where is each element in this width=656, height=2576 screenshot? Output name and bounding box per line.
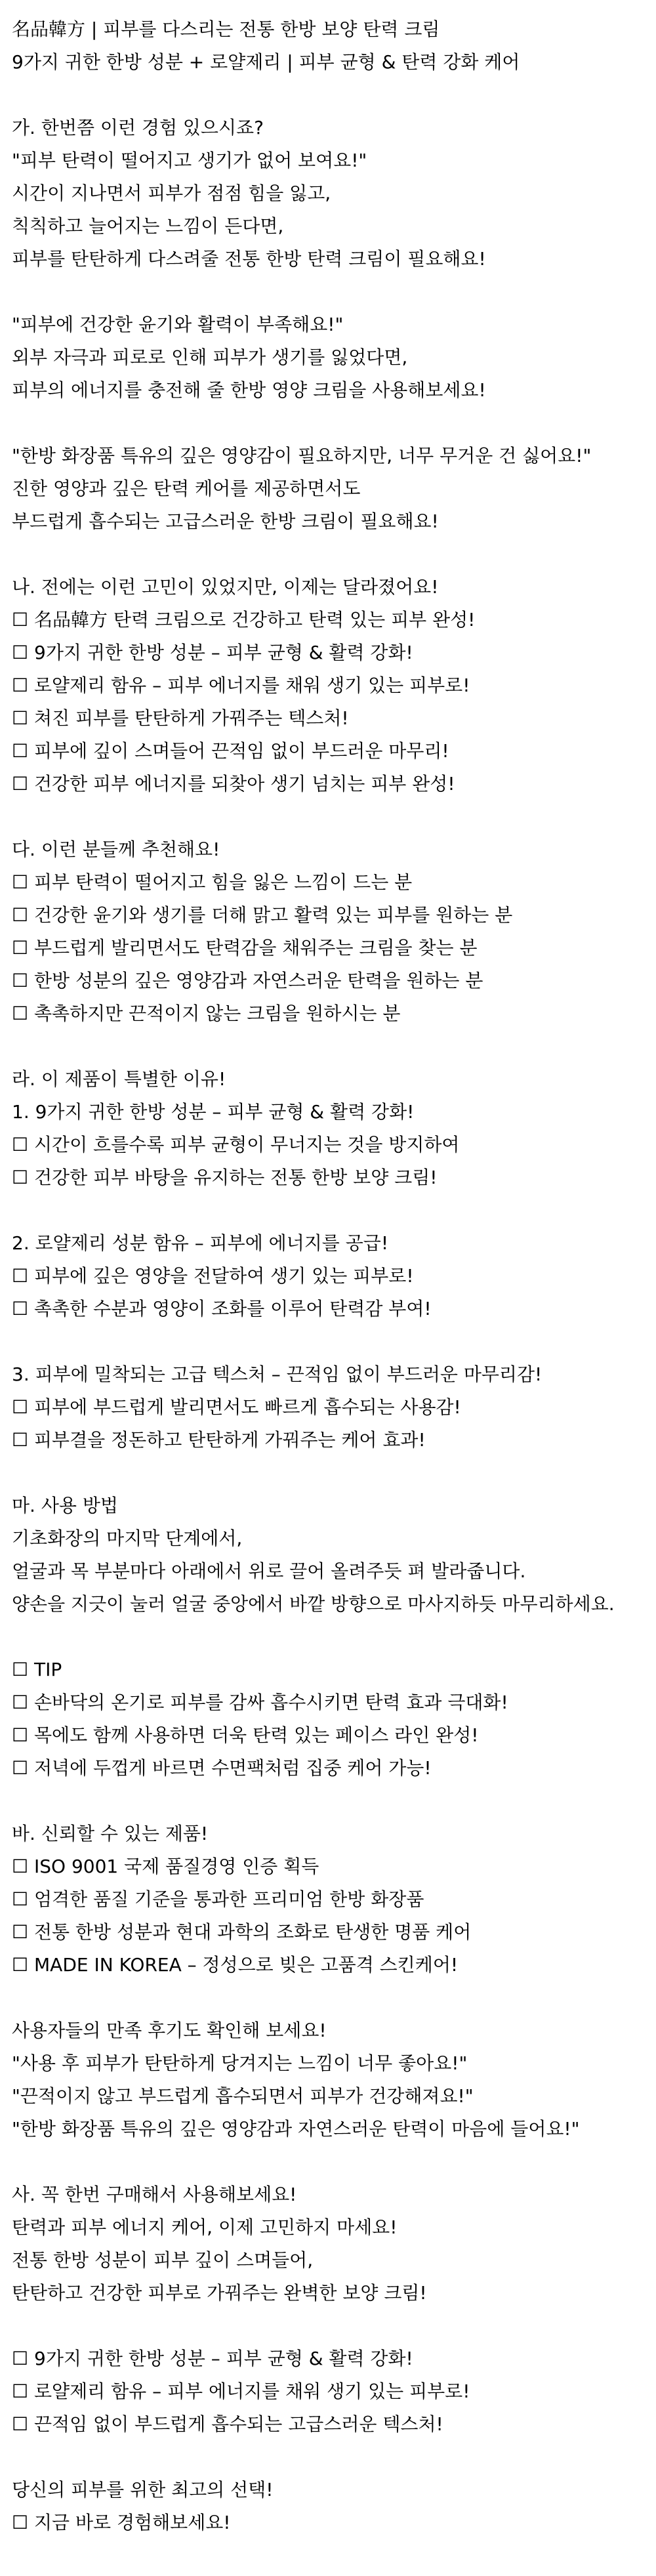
text-line: ☐ 로얄제리 함유 – 피부 에너지를 채워 생기 있는 피부로! — [12, 2380, 470, 2402]
text-line: ☐ 건강한 윤기와 생기를 더해 맑고 활력 있는 피부를 원하는 분 — [12, 904, 513, 926]
text-line: 바. 신뢰할 수 있는 제품! — [12, 1823, 209, 1844]
text-line: 1. 9가지 귀한 한방 성분 – 피부 균형 & 활력 강화! — [12, 1101, 415, 1123]
text-line: "사용 후 피부가 탄탄하게 당겨지는 느낌이 너무 좋아요!" — [12, 2052, 468, 2074]
text-line: "끈적이지 않고 부드럽게 흡수되면서 피부가 건강해져요!" — [12, 2085, 474, 2107]
text-line: "한방 화장품 특유의 깊은 영양감과 자연스러운 탄력이 마음에 들어요!" — [12, 2118, 580, 2140]
text-block — [12, 1818, 656, 1982]
text-line: 다. 이런 분들께 추천해요! — [12, 839, 220, 860]
text-line: 부드럽게 흡수되는 고급스러운 한방 크림이 필요해요! — [12, 510, 439, 532]
text-block — [12, 833, 656, 1030]
paragraph-gap — [12, 2310, 656, 2342]
text-line: 피부를 탄탄하게 다스려줄 전통 한방 탄력 크림이 필요해요! — [12, 248, 486, 270]
text-line: ☐ 저녁에 두껍게 바르면 수면팩처럼 집중 케어 가능! — [12, 1757, 432, 1779]
text-line: ☐ 피부에 부드럽게 발리면서도 빠르게 흡수되는 사용감! — [12, 1396, 461, 1418]
text-block — [12, 2474, 656, 2539]
text-block — [12, 2178, 656, 2310]
text-line: ☐ 부드럽게 발리면서도 탄력감을 채워주는 크림을 찾는 분 — [12, 937, 478, 959]
text-block — [12, 2014, 656, 2146]
text-line: 탄탄하고 건강한 피부로 가꿔주는 완벽한 보양 크림! — [12, 2282, 427, 2304]
text-line: ☐ 건강한 피부 에너지를 되찾아 생기 넘치는 피부 완성! — [12, 773, 455, 795]
text-line: 탄력과 피부 에너지 케어, 이제 고민하지 마세요! — [12, 2216, 398, 2238]
text-line: 3. 피부에 밀착되는 고급 텍스처 – 끈적임 없이 부드러운 마무리감! — [12, 1363, 543, 1385]
paragraph-gap — [12, 1457, 656, 1489]
text-line: ☐ 손바닥의 온기로 피부를 감싸 흡수시키면 탄력 효과 극대화! — [12, 1692, 508, 1713]
text-line: 가. 한번쯤 이런 경험 있으시죠? — [12, 117, 264, 138]
text-line: ☐ 피부에 깊은 영양을 전달하여 생기 있는 피부로! — [12, 1265, 414, 1287]
text-line: 양손을 지긋이 눌러 얼굴 중앙에서 바깥 방향으로 마사지하듯 마무리하세요. — [12, 1593, 615, 1615]
text-line: ☐ 피부 탄력이 떨어지고 힘을 잃은 느낌이 드는 분 — [12, 871, 413, 893]
text-line: ☐ 名品韓方 탄력 크림으로 건강하고 탄력 있는 피부 완성! — [12, 609, 476, 631]
text-line: 당신의 피부를 위한 최고의 선택! — [12, 2479, 274, 2501]
text-line: 2. 로얄제리 성분 함유 – 피부에 에너지를 공급! — [12, 1232, 389, 1254]
text-line: 사용자들의 만족 후기도 확인해 보세요! — [12, 2020, 327, 2041]
text-line: ☐ TIP — [12, 1659, 62, 1680]
text-line: ☐ 피부결을 정돈하고 탄탄하게 가꿔주는 케어 효과! — [12, 1429, 426, 1451]
text-line: 칙칙하고 늘어지는 느낌이 든다면, — [12, 215, 284, 237]
paragraph-gap — [12, 2441, 656, 2474]
text-line: 전통 한방 성분이 피부 깊이 스며들어, — [12, 2249, 314, 2271]
text-line: 9가지 귀한 한방 성분 + 로얄제리 | 피부 균형 & 탄력 강화 케어 — [12, 51, 520, 73]
text-line: 기초화장의 마지막 단계에서, — [12, 1527, 243, 1549]
text-line: ☐ 지금 바로 경험해보세요! — [12, 2512, 231, 2533]
text-line: ☐ 전통 한방 성분과 현대 과학의 조화로 탄생한 명품 케어 — [12, 1921, 472, 1943]
text-line: "피부에 건강한 윤기와 활력이 부족해요!" — [12, 314, 344, 335]
paragraph-gap — [12, 1982, 656, 2014]
text-line: ☐ MADE IN KOREA – 정성으로 빚은 고품격 스킨케어! — [12, 1954, 459, 1976]
text-block — [12, 2342, 656, 2441]
text-line: 얼굴과 목 부분마다 아래에서 위로 끌어 올려주듯 펴 발라줍니다. — [12, 1560, 526, 1582]
text-line: 외부 자극과 피로로 인해 피부가 생기를 잃었다면, — [12, 346, 408, 368]
text-block — [12, 112, 656, 276]
paragraph-gap — [12, 1621, 656, 1653]
paragraph-gap — [12, 1785, 656, 1818]
text-block — [12, 1653, 656, 1785]
text-line: 사. 꼭 한번 구매해서 사용해보세요! — [12, 2184, 297, 2205]
text-line: 나. 전에는 이런 고민이 있었지만, 이제는 달라졌어요! — [12, 576, 439, 598]
text-line: ☐ 9가지 귀한 한방 성분 – 피부 균형 & 활력 강화! — [12, 2348, 413, 2369]
text-line: "한방 화장품 특유의 깊은 영양감이 필요하지만, 너무 무거운 건 싫어요!" — [12, 445, 592, 467]
text-line: 名品韓方 | 피부를 다스리는 전통 한방 보양 탄력 크림 — [12, 18, 440, 40]
text-line: 시간이 지나면서 피부가 점점 힘을 잃고, — [12, 182, 331, 204]
text-block — [12, 1489, 656, 1621]
paragraph-gap — [12, 538, 656, 571]
paragraph-gap — [12, 276, 656, 308]
paragraph-gap — [12, 1194, 656, 1227]
text-line: 피부의 에너지를 충전해 줄 한방 영양 크림을 사용해보세요! — [12, 379, 486, 401]
text-block — [12, 308, 656, 407]
text-block — [12, 13, 656, 79]
text-line: 라. 이 제품이 특별한 이유! — [12, 1068, 226, 1090]
text-line: ☐ 시간이 흐를수록 피부 균형이 무너지는 것을 방지하여 — [12, 1134, 460, 1155]
text-line: ☐ 9가지 귀한 한방 성분 – 피부 균형 & 활력 강화! — [12, 642, 413, 663]
paragraph-gap — [12, 2146, 656, 2178]
text-block — [12, 571, 656, 800]
paragraph-gap — [12, 79, 656, 112]
paragraph-gap — [12, 407, 656, 440]
text-line: ☐ 피부에 깊이 스며들어 끈적임 없이 부드러운 마무리! — [12, 740, 449, 762]
text-line: ☐ 엄격한 품질 기준을 통과한 프리미엄 한방 화장품 — [12, 1888, 424, 1910]
text-line: "피부 탄력이 떨어지고 생기가 없어 보여요!" — [12, 150, 367, 171]
text-line: ☐ 쳐진 피부를 탄탄하게 가꿔주는 텍스처! — [12, 707, 349, 729]
text-line: ☐ 로얄제리 함유 – 피부 에너지를 채워 생기 있는 피부로! — [12, 675, 470, 696]
text-block — [12, 440, 656, 538]
paragraph-gap — [12, 1030, 656, 1063]
text-line: ☐ 촉촉하지만 끈적이지 않는 크림을 원하시는 분 — [12, 1003, 401, 1024]
paragraph-gap — [12, 1325, 656, 1358]
text-line: ☐ 목에도 함께 사용하면 더욱 탄력 있는 페이스 라인 완성! — [12, 1724, 479, 1746]
text-block — [12, 1227, 656, 1325]
text-block — [12, 1063, 656, 1194]
text-line: ☐ 끈적임 없이 부드럽게 흡수되는 고급스러운 텍스처! — [12, 2413, 443, 2435]
text-line: 마. 사용 방법 — [12, 1495, 118, 1516]
text-line: ☐ 촉촉한 수분과 영양이 조화를 이루어 탄력감 부여! — [12, 1298, 432, 1319]
text-line: ☐ 건강한 피부 바탕을 유지하는 전통 한방 보양 크림! — [12, 1167, 438, 1188]
text-block — [12, 1358, 656, 1457]
text-line: 진한 영양과 깊은 탄력 케어를 제공하면서도 — [12, 478, 361, 499]
text-line: ☐ ISO 9001 국제 품질경영 인증 획득 — [12, 1856, 319, 1877]
text-line: ☐ 한방 성분의 깊은 영양감과 자연스러운 탄력을 원하는 분 — [12, 970, 483, 991]
paragraph-gap — [12, 800, 656, 833]
